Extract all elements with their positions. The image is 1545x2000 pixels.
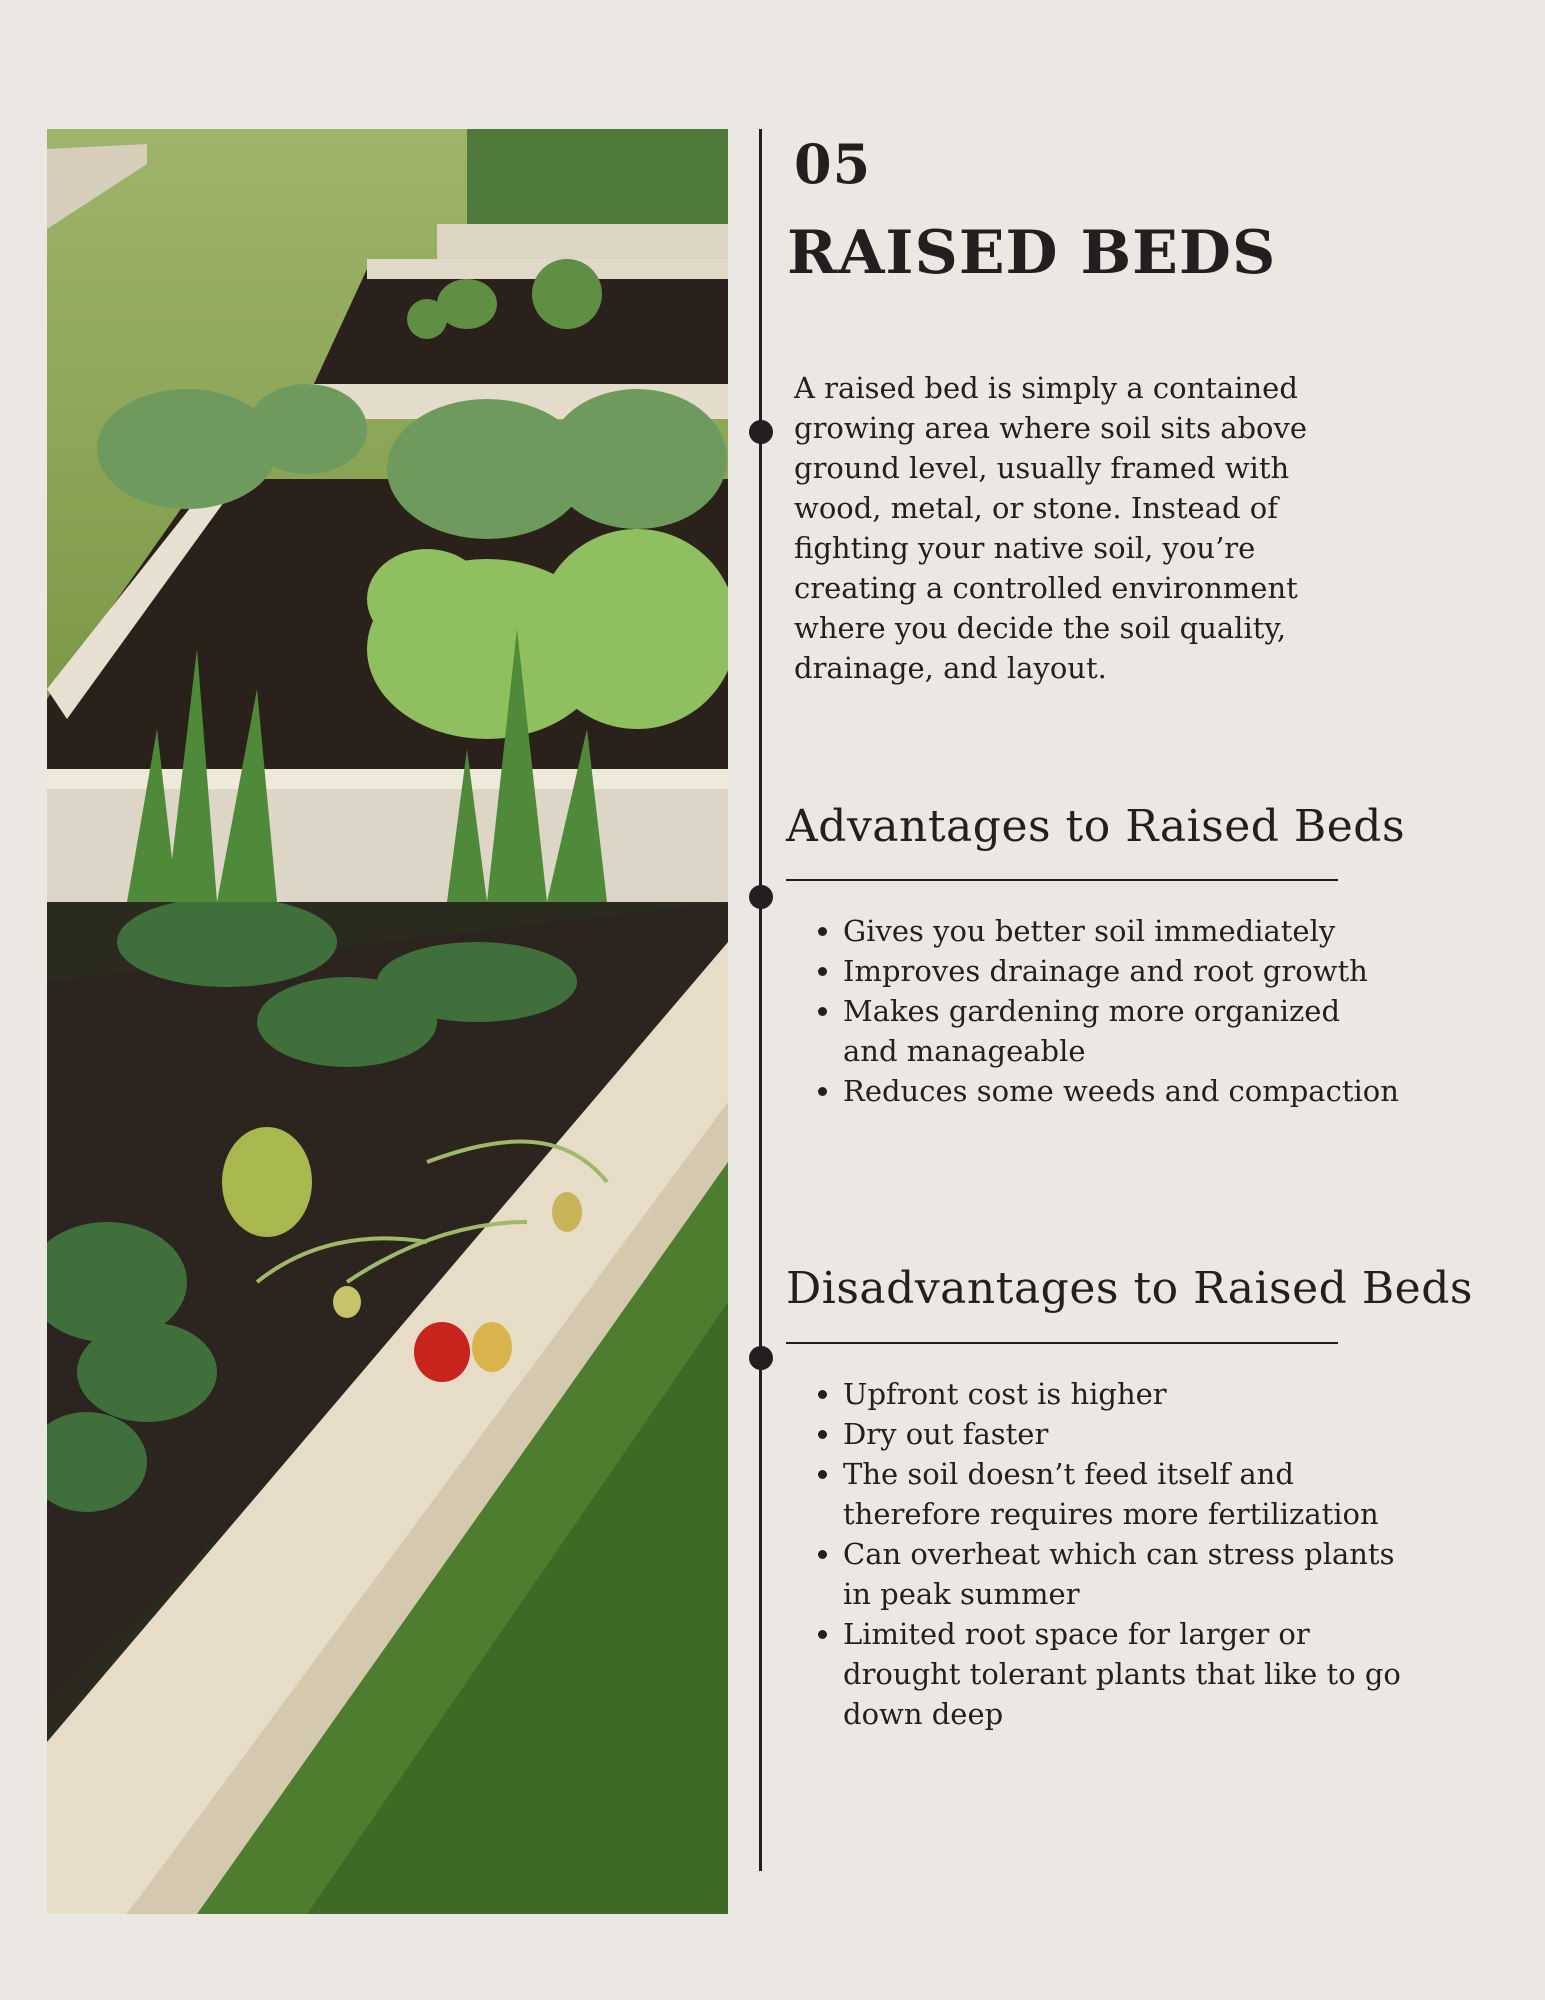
raised-beds-photo <box>47 129 728 902</box>
strawberry-bed-photo <box>47 902 728 1914</box>
divider <box>786 1342 1338 1344</box>
list-item: • Can overheat which can stress plants in peak summer <box>843 1534 1403 1614</box>
timeline-line <box>759 129 762 1871</box>
timeline-dot <box>749 885 773 909</box>
list-item: • Limited root space for larger or drought tolerant plants that like to go down deep <box>843 1614 1403 1734</box>
advantages-list <box>794 911 1403 1111</box>
advantages-heading: Advantages to Raised Beds <box>786 801 1406 852</box>
section-number: 05 <box>794 132 872 196</box>
divider <box>786 879 1338 881</box>
list-item: • Improves drainage and root growth <box>843 951 1403 991</box>
intro-paragraph: A raised bed is simply a contained growing area where soil sits above ground level, usually framed with wood, metal, or stone. Instead of fighting your native soil, you’re creating a controlled environment where you decide the soil quality, drainage, and layout. <box>794 371 1308 685</box>
page-title: RAISED BEDS <box>787 218 1277 288</box>
list-item: • Upfront cost is higher <box>843 1374 1403 1414</box>
disadvantages-list <box>794 1374 1403 1734</box>
list-item: • Dry out faster <box>843 1414 1403 1454</box>
timeline-dot <box>749 1346 773 1370</box>
list-item: • The soil doesn’t feed itself and therefore requires more fertilization <box>843 1454 1403 1534</box>
list-item: • Gives you better soil immediately <box>843 911 1403 951</box>
list-item: • Reduces some weeds and compaction <box>843 1071 1403 1111</box>
disadvantages-heading: Disadvantages to Raised Beds <box>786 1263 1473 1314</box>
list-item: • Makes gardening more organized and manageable <box>843 991 1403 1071</box>
timeline-dot <box>749 420 773 444</box>
